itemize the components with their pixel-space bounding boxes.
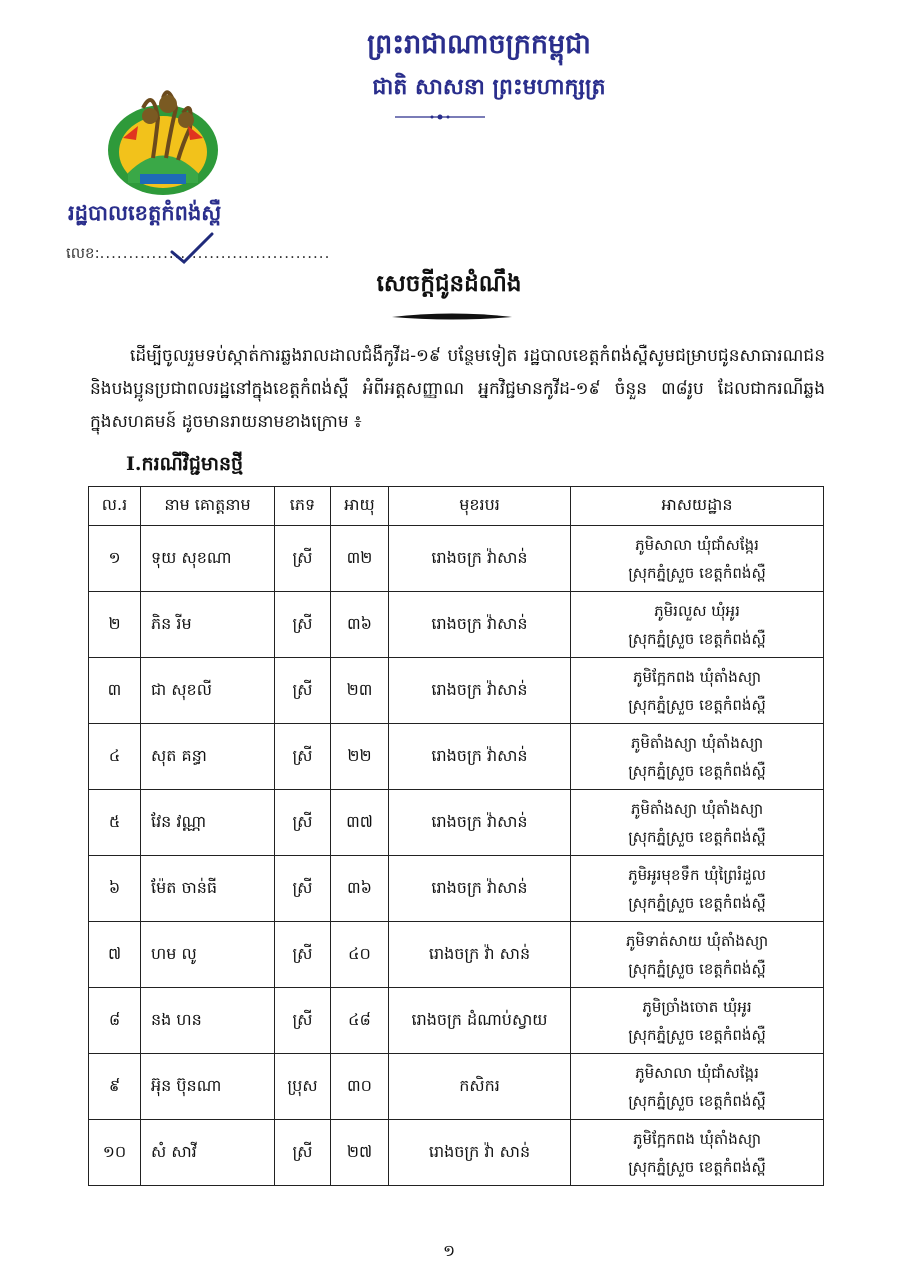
cell-occupation: រោងចក្រ វ៉ាសាន់ [389, 724, 571, 790]
cell-no: ៨ [89, 988, 141, 1054]
header-ornament [395, 113, 485, 121]
document-title: សេចក្តីជូនដំណឹង [376, 270, 522, 297]
address-line-district: ស្រុកភ្នំស្រួច ខេត្តកំពង់ស្ពឺ [628, 695, 766, 714]
cell-occupation: រោងចក្រ វ៉ាសាន់ [389, 592, 571, 658]
cell-name: ទុយ សុខណា [141, 526, 275, 592]
table-row [89, 526, 824, 592]
cell-occupation: រោងចក្រ វ៉ាសាន់ [389, 856, 571, 922]
cell-no: ៣ [89, 658, 141, 724]
address-line-village: ភូមិតាំងស្យា ឃុំតាំងស្យា [630, 733, 764, 752]
address-line-district: ស្រុកភ្នំស្រួច ខេត្តកំពង់ស្ពឺ [628, 563, 766, 582]
table-row [89, 790, 824, 856]
cell-sex: ស្រី [275, 790, 331, 856]
cell-sex: ស្រី [275, 658, 331, 724]
header-age: អាយុ [331, 487, 389, 526]
cell-name: អ៊ុន ប៊ុនណា [141, 1054, 275, 1120]
cell-age: ៣៦ [331, 592, 389, 658]
address-line-district: ស្រុកភ្នំស្រួច ខេត្តកំពង់ស្ពឺ [628, 827, 766, 846]
address-line-village: ភូមិតាំងស្យា ឃុំតាំងស្យា [630, 799, 764, 818]
cell-address [571, 922, 824, 988]
cases-table [88, 486, 824, 1186]
table-row [89, 922, 824, 988]
cell-sex: ស្រី [275, 1120, 331, 1186]
cell-address [571, 1054, 824, 1120]
section-heading: I.ករណីវិជ្ជមានថ្មី [126, 453, 244, 475]
address-line-village: ភូមិច្រាំងចោត ឃុំអូរ [642, 997, 752, 1016]
cell-no: ៤ [89, 724, 141, 790]
cell-address [571, 790, 824, 856]
cell-age: ៣៧ [331, 790, 389, 856]
notice-body: ដើម្បីចូលរួមទប់ស្កាត់ការឆ្លងរាលដាលជំងឺកូវីដ-១៩ បន្ថែមទៀត រដ្ឋបាលខេត្តកំពង់ស្ពឺសូមជម្រាបជូនសាធារណជន និងបងប្អូនប្រជាពលរដ្ឋនៅក្នុងខេត្តកំពង់ស្ពឺ អំពីអត្តសញ្ញាណ អ្នកវិជ្ជមានកូវីដ-១៩ ចំនួន ៣៨រូប ដែលជាករណីឆ្លងក្នុងសហគមន៍ ដូចមានរាយនាមខាងក្រោម ៖ [90, 346, 825, 432]
cell-address [571, 856, 824, 922]
cell-address [571, 1120, 824, 1186]
cell-address [571, 526, 824, 592]
cell-name: ភិន រីម [141, 592, 275, 658]
cell-name: ហម លូ [141, 922, 275, 988]
cell-no: ១០ [89, 1120, 141, 1186]
header-no: ល.រ [89, 487, 141, 526]
cell-age: ២២ [331, 724, 389, 790]
address-line-village: ភូមិសាលា ឃុំជាំសង្កែរ [635, 1063, 759, 1082]
cell-occupation: រោងចក្រ វ៉ាសាន់ [389, 526, 571, 592]
address-line-district: ស្រុកភ្នំស្រួច ខេត្តកំពង់ស្ពឺ [628, 1091, 766, 1110]
cell-occupation: រោងចក្រ ដំណាប់ស្វាយ [389, 988, 571, 1054]
cell-address [571, 988, 824, 1054]
cell-name: នង ហន [141, 988, 275, 1054]
cell-occupation: កសិករ [389, 1054, 571, 1120]
cell-sex: ស្រី [275, 724, 331, 790]
address-line-district: ស្រុកភ្នំស្រួច ខេត្តកំពង់ស្ពឺ [628, 959, 766, 978]
cell-sex: ស្រី [275, 922, 331, 988]
header-sex: ភេទ [275, 487, 331, 526]
cell-age: ២៣ [331, 658, 389, 724]
address-line-village: ភូមិសាលា ឃុំជាំសង្កែរ [635, 535, 759, 554]
cell-name: វែន វណ្ណា [141, 790, 275, 856]
reference-label: លេខ: [66, 244, 100, 262]
table-row [89, 988, 824, 1054]
cell-sex: ប្រុស [275, 1054, 331, 1120]
provincial-emblem-icon [98, 78, 228, 198]
checkmark-icon [168, 232, 216, 266]
table-row [89, 724, 824, 790]
table-row [89, 658, 824, 724]
cell-age: ៣៦ [331, 856, 389, 922]
table-row [89, 592, 824, 658]
address-line-district: ស្រុកភ្នំស្រួច ខេត្តកំពង់ស្ពឺ [628, 629, 766, 648]
address-line-village: ភូមិរលួស ឃុំអូរ [654, 601, 740, 620]
reference-dots: ........................................ [99, 244, 331, 262]
kingdom-title: ព្រះរាជាណាចក្រកម្ពុជា [367, 29, 591, 60]
address-line-district: ស្រុកភ្នំស្រួច ខេត្តកំពង់ស្ពឺ [628, 893, 766, 912]
cell-age: ៣០ [331, 1054, 389, 1120]
table-row [89, 1120, 824, 1186]
header-name: នាម គោត្តនាម [141, 487, 275, 526]
cell-no: ១ [89, 526, 141, 592]
cell-address [571, 724, 824, 790]
cell-name: ជា សុខលី [141, 658, 275, 724]
cell-name: សុត គន្ធា [141, 724, 275, 790]
address-line-village: ភូមិក្អែកពង ឃុំតាំងស្យា [632, 1129, 762, 1148]
cell-name: ម៉ែត ចាន់ធី [141, 856, 275, 922]
cell-no: ៧ [89, 922, 141, 988]
address-line-district: ស្រុកភ្នំស្រួច ខេត្តកំពង់ស្ពឺ [628, 1025, 766, 1044]
cell-no: ២ [89, 592, 141, 658]
cell-sex: ស្រី [275, 592, 331, 658]
cell-no: ៦ [89, 856, 141, 922]
issuing-authority: រដ្ឋបាលខេត្តកំពង់ស្ពឺ [68, 200, 222, 225]
cell-occupation: រោងចក្រ វ៉ា សាន់ [389, 922, 571, 988]
cell-name: សំ សាវី [141, 1120, 275, 1186]
cell-sex: ស្រី [275, 526, 331, 592]
address-line-district: ស្រុកភ្នំស្រួច ខេត្តកំពង់ស្ពឺ [628, 761, 766, 780]
address-line-village: ភូមិទាត់សាយ ឃុំតាំងស្យា [625, 931, 769, 950]
table-header-row [89, 487, 824, 526]
cell-age: ៤៨ [331, 988, 389, 1054]
cell-no: ៩ [89, 1054, 141, 1120]
cell-sex: ស្រី [275, 988, 331, 1054]
cell-occupation: រោងចក្រ វ៉ាសាន់ [389, 658, 571, 724]
table-row [89, 856, 824, 922]
page-number: ១ [442, 1241, 456, 1260]
cell-occupation: រោងចក្រ វ៉ាសាន់ [389, 790, 571, 856]
address-line-village: ភូមិអូរមុខទឹក ឃុំព្រៃរំដួល [628, 865, 766, 884]
cell-address [571, 592, 824, 658]
address-line-district: ស្រុកភ្នំស្រួច ខេត្តកំពង់ស្ពឺ [628, 1157, 766, 1176]
table-row [89, 1054, 824, 1120]
header-occupation: មុខរបរ [389, 487, 571, 526]
cell-sex: ស្រី [275, 856, 331, 922]
cell-age: ២៧ [331, 1120, 389, 1186]
kingdom-motto: ជាតិ សាសនា ព្រះមហាក្សត្រ [372, 74, 606, 100]
cell-age: ៣២ [331, 526, 389, 592]
cell-age: ៤០ [331, 922, 389, 988]
address-line-village: ភូមិក្អែកពង ឃុំតាំងស្យា [632, 667, 762, 686]
cell-occupation: រោងចក្រ វ៉ា សាន់ [389, 1120, 571, 1186]
title-ornament [392, 312, 512, 322]
cell-no: ៥ [89, 790, 141, 856]
cell-address [571, 658, 824, 724]
header-address: អាសយដ្ឋាន [571, 487, 824, 526]
